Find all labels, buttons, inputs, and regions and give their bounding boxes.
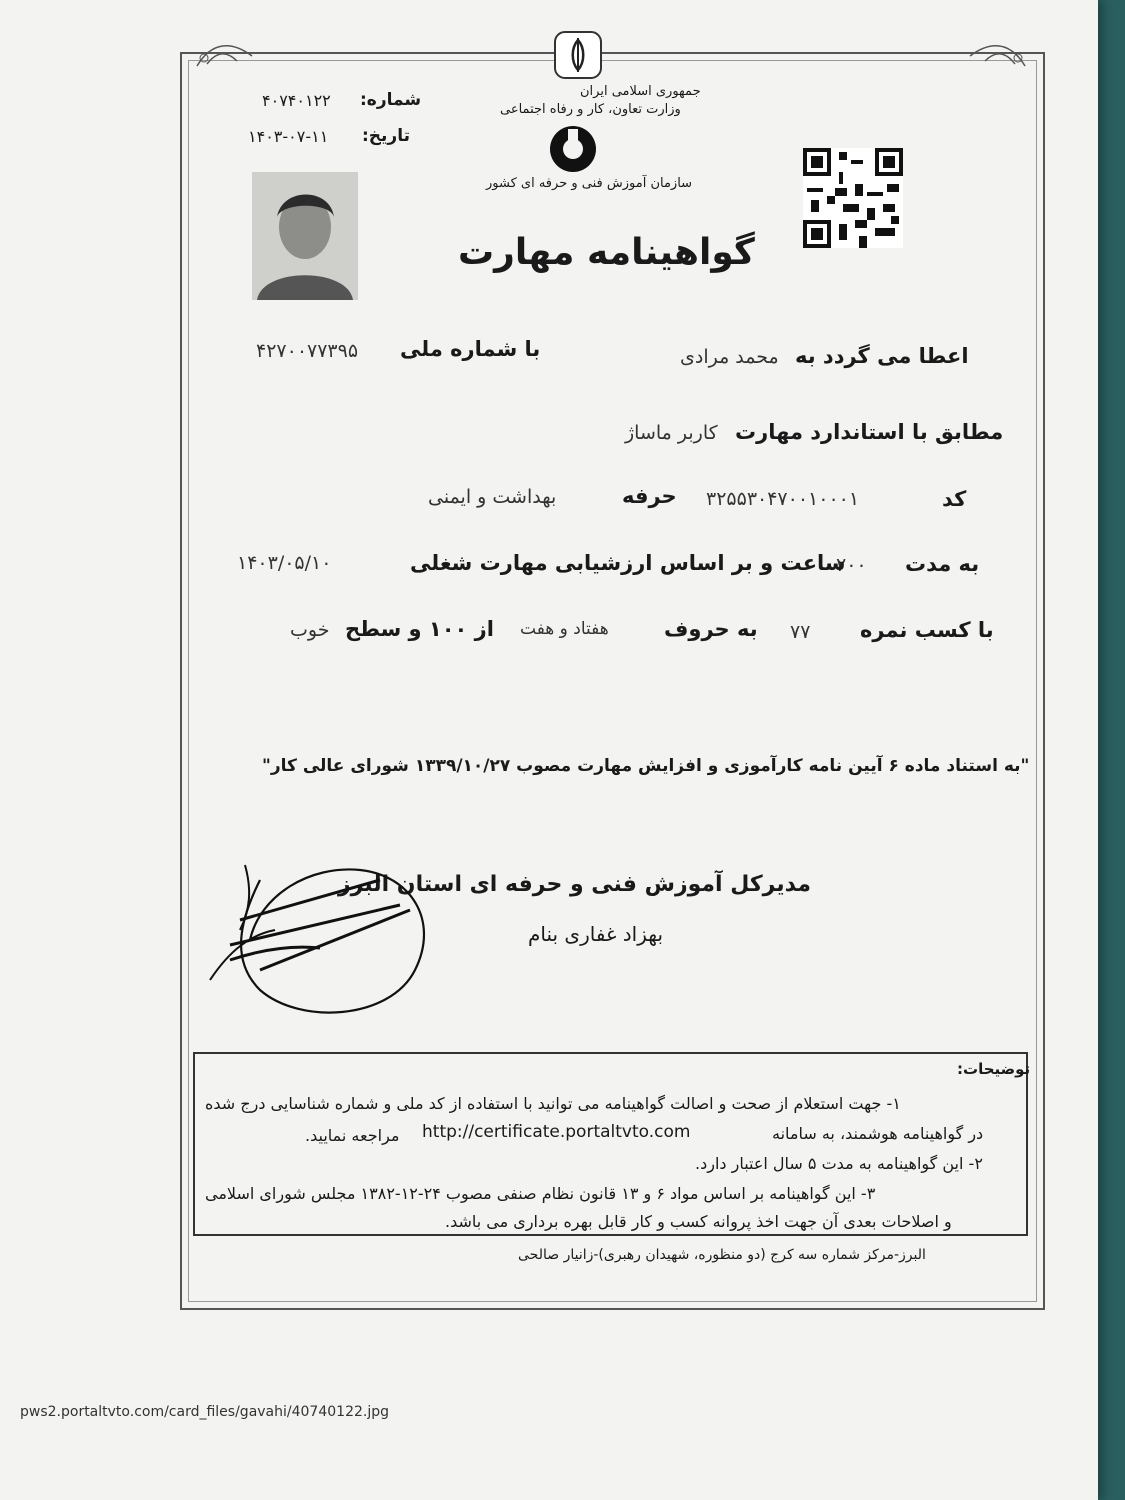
- duration-label: به مدت: [905, 552, 980, 576]
- ministry-name: وزارت تعاون، کار و رفاه اجتماعی: [500, 102, 681, 117]
- out-of-label: از ۱۰۰ و سطح: [345, 617, 494, 641]
- address-line: البرز-مرکز شماره سه کرج (دو منظوره، شهیدان رهبری)-زانیار صالحی: [518, 1247, 926, 1263]
- note-line-2-url: http://certificate.portaltvto.com: [422, 1122, 691, 1142]
- regulation-text: "به استناد ماده ۶ آیین نامه کارآموزی و افزایش مهارت مصوب ۱۳۳۹/۱۰/۲۷ شورای عالی کار": [262, 756, 1030, 776]
- national-id-value: ۴۲۷۰۰۷۷۳۹۵: [256, 340, 359, 362]
- note-line-4: ۳- این گواهینامه بر اساس مواد ۶ و ۱۳ قانون نظام صنفی مصوب ۲۴-۱۲-۱۳۸۲ مجلس شورای اسلامی: [205, 1184, 876, 1203]
- signatory-title: مدیرکل آموزش فنی و حرفه ای استان البرز: [338, 872, 811, 897]
- note-line-5: و اصلاحات بعدی آن جهت اخذ پروانه کسب و کار قابل بهره برداری می باشد.: [445, 1212, 952, 1231]
- granted-label: اعطا می گردد به: [795, 344, 969, 368]
- date-value: ۱۴۰۳-۰۷-۱۱: [248, 127, 329, 146]
- note-line-2-post: مراجعه نمایید.: [305, 1126, 400, 1145]
- letters-value: هفتاد و هفت: [520, 619, 609, 639]
- standard-label: مطابق با استاندارد مهارت: [735, 420, 1004, 444]
- letters-label: به حروف: [664, 617, 758, 641]
- trade-label: حرفه: [622, 484, 677, 508]
- handwritten-signature: [200, 850, 460, 1030]
- holder-photo: [252, 172, 358, 300]
- note-line-2-pre: در گواهینامه هوشمند، به سامانه: [772, 1124, 984, 1143]
- footer-url: pws2.portaltvto.com/card_files/gavahi/40740122.jpg: [20, 1404, 389, 1420]
- organization-name: سازمان آموزش فنی و حرفه ای کشور: [486, 176, 693, 191]
- number-value: ۴۰۷۴۰۱۲۲: [262, 91, 331, 110]
- note-line-1: ۱- جهت استعلام از صحت و اصالت گواهینامه می توانید با استفاده از کد ملی و شماره شناسایی درج شده: [205, 1094, 901, 1113]
- code-value: ۳۲۵۵۳۰۴۷۰۰۱۰۰۰۱: [706, 488, 860, 510]
- note-line-3: ۲- این گواهینامه به مدت ۵ سال اعتبار دارد.: [695, 1154, 983, 1173]
- certificate-title: گواهینامه مهارت: [458, 232, 755, 273]
- notes-heading: توضیحات:: [957, 1060, 1031, 1078]
- signatory-name: بهزاد غفاری بنام: [528, 922, 664, 946]
- duration-suffix: ساعت و بر اساس ارزشیابی مهارت شغلی: [410, 551, 846, 575]
- score-value: ۷۷: [790, 621, 811, 643]
- corner-ornament-left: [192, 36, 262, 76]
- trade-value: بهداشت و ایمنی: [428, 486, 557, 508]
- country-name: جمهوری اسلامی ایران: [580, 84, 701, 99]
- level-value: خوب: [290, 619, 330, 641]
- standard-value: کاربر ماساژ: [625, 422, 718, 444]
- duration-value: ۲۰۰: [836, 554, 867, 576]
- number-label: شماره:: [360, 90, 422, 110]
- code-label: کد: [942, 487, 967, 511]
- iran-emblem-icon: [553, 30, 603, 80]
- tvto-logo-icon: [548, 124, 598, 174]
- corner-ornament-right: [960, 36, 1030, 76]
- holder-name: محمد مرادی: [680, 346, 779, 368]
- date-label: تاریخ:: [362, 126, 410, 146]
- national-id-label: با شماره ملی: [400, 337, 541, 361]
- qr-code-icon: [797, 148, 909, 248]
- evaluation-date: ۱۴۰۳/۰۵/۱۰: [237, 552, 332, 574]
- score-label: با کسب نمره: [860, 618, 994, 642]
